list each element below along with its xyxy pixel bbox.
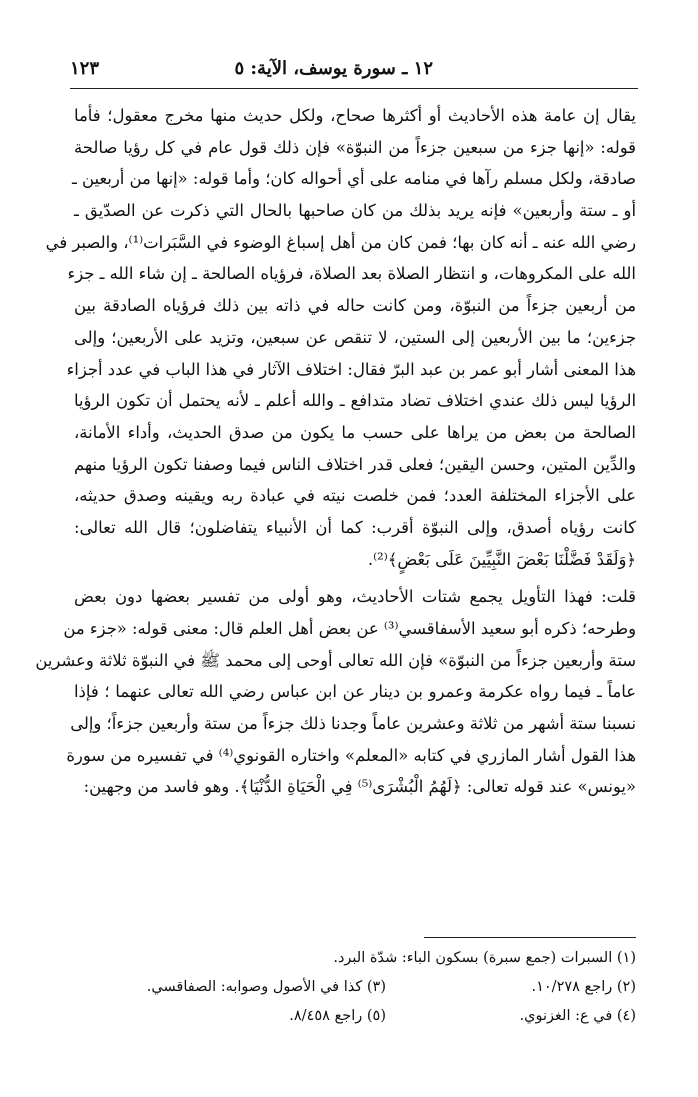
text-line: ستة وأربعين جزءاً من النبوّة» فإن الله تعالى أوحى إلى محمد ﷺ في النبوّة ثلاثة وعشرين: [35, 650, 636, 670]
text-line: على الأجزاء المختلفة العدد؛ فمن خلصت نيته في عبادة ربه ويقينه وصدق حديثه،: [74, 486, 636, 506]
header-rule: [70, 88, 638, 89]
text-line: «يونس» عند قوله تعالى: ﴿لَهُمُ الْبُشْرَى⁽⁵⁾ فِي الْحَيَاةِ الدُّنْيَا﴾. وهو فاسد من وجهين:: [83, 777, 636, 797]
text-line: من أربعين جزءاً من النبوّة، ومن كانت حاله في ذاته بين ذلك فرؤياه الصادقة بين: [74, 296, 636, 316]
footnote-3: (٣) كذا في الأصول وصوابه: الصفاقسي.: [146, 979, 386, 995]
text-line: عاماً ـ فيما رواه عكرمة وعمرو بن دينار عن ابن عباس رضي الله تعالى عنهما ؛ فإذا: [74, 682, 636, 702]
text-line: هذا المعنى أشار أبو عمر بن عبد البرّ فقال: اختلاف الآثار في هذا الباب في عدد أجزاء: [66, 359, 636, 379]
footnote-rule: [424, 937, 636, 938]
text-line: الله على المكروهات، و انتظار الصلاة بعد الصلاة، فرؤياه الصالحة ـ إن شاء الله ـ جزء: [67, 264, 636, 284]
text-line: قلت: فهذا التأويل يجمع شتات الأحاديث، وهو أولى من تفسير بعضها دون بعض: [74, 587, 636, 607]
footnote-line: [116, 1002, 636, 1031]
text-line: أو ـ ستة وأربعين» فإنه يريد بذلك من كان صاحبها بالحال التي ذكرت عن الصدّيق ـ: [74, 201, 636, 221]
text-line: الصالحة من بعض من يراها على حسب ما يكون من صدق الحديث، وأداء الأمانة،: [74, 422, 636, 442]
footnote-1: (١) السبرات (جمع سبرة) بسكون الباء: شدّة البرد.: [333, 950, 636, 966]
running-title: ١٢ ـ سورة يوسف، الآية: ٥: [234, 58, 433, 79]
text-line: كانت رؤياه أصدق، وإلى النبوّة أقرب: كما أن الأنبياء يتفاضلون؛ قال الله تعالى:: [74, 517, 636, 537]
footnote-2: (٢) راجع ١٠/٢٧٨.: [531, 979, 636, 995]
footnote-5: (٥) راجع ٨/٤٥٨.: [289, 1008, 386, 1024]
footnote-line: [116, 944, 636, 973]
text-line: هذا القول أشار المازري في كتابه «المعلم» واختاره القونوي⁽⁴⁾ في تفسيره من سورة: [66, 745, 636, 765]
text-line: وطرحه؛ ذكره أبو سعيد الأسفاقسي⁽³⁾ عن بعض أهل العلم قال: معنى قوله: «جزء من: [63, 619, 636, 638]
text-line: قوله: «إنها جزء من سبعين جزءاً من النبوّة» فإن ذلك قول عام في كل رؤيا صالحة: [74, 137, 636, 157]
text-line-verse: ﴿وَلَقَدْ فَضَّلْنَا بَعْضَ النَّبِيِّينَ عَلَى بَعْضٍ﴾⁽²⁾.: [367, 549, 636, 569]
text-line: صادقة، ولكل مسلم رآها في منامه على أي أحواله كان؛ وأما قوله: «إنها من أربعين ـ: [71, 169, 636, 189]
text-line: يقال إن عامة هذه الأحاديث أو أكثرها صحاح، ولكل حديث منها مخرج معقول؛ فأما: [74, 106, 636, 125]
text-line: والدِّين المتين، وحسن اليقين؛ فعلى قدر اختلاف الناس فيما وصفنا تكون الرؤيا منهم: [74, 454, 636, 474]
page-header: [70, 58, 638, 88]
text-line: الرؤيا ليس ذلك عندي اختلاف تضاد متدافع ـ والله أعلم ـ لأنه يحتمل أن تكون الرؤيا: [74, 391, 636, 411]
text-line: جزءين؛ ما بين الأربعين إلى الستين، لا تنقص عن سبعين، وتزيد على الأربعين؛ وإلى: [74, 327, 636, 347]
page-number: ١٢٣: [70, 58, 100, 79]
text-line: نسبنا ستة أشهر من ثلاثة وعشرين عاماً وجدنا ذلك جزءاً من ستة وأربعين جزءاً؛ وإلى: [70, 714, 636, 734]
main-text: [35, 100, 636, 803]
footnotes: [116, 944, 636, 1031]
footnote-line: [116, 973, 636, 1002]
footnote-4: (٤) في ع: الغزنوي.: [519, 1008, 636, 1024]
text-line: رضي الله عنه ـ أنه كان بها؛ فمن كان من أهل إسباغ الوضوء في السَّبَرات⁽¹⁾، والصبر في: [45, 232, 636, 252]
